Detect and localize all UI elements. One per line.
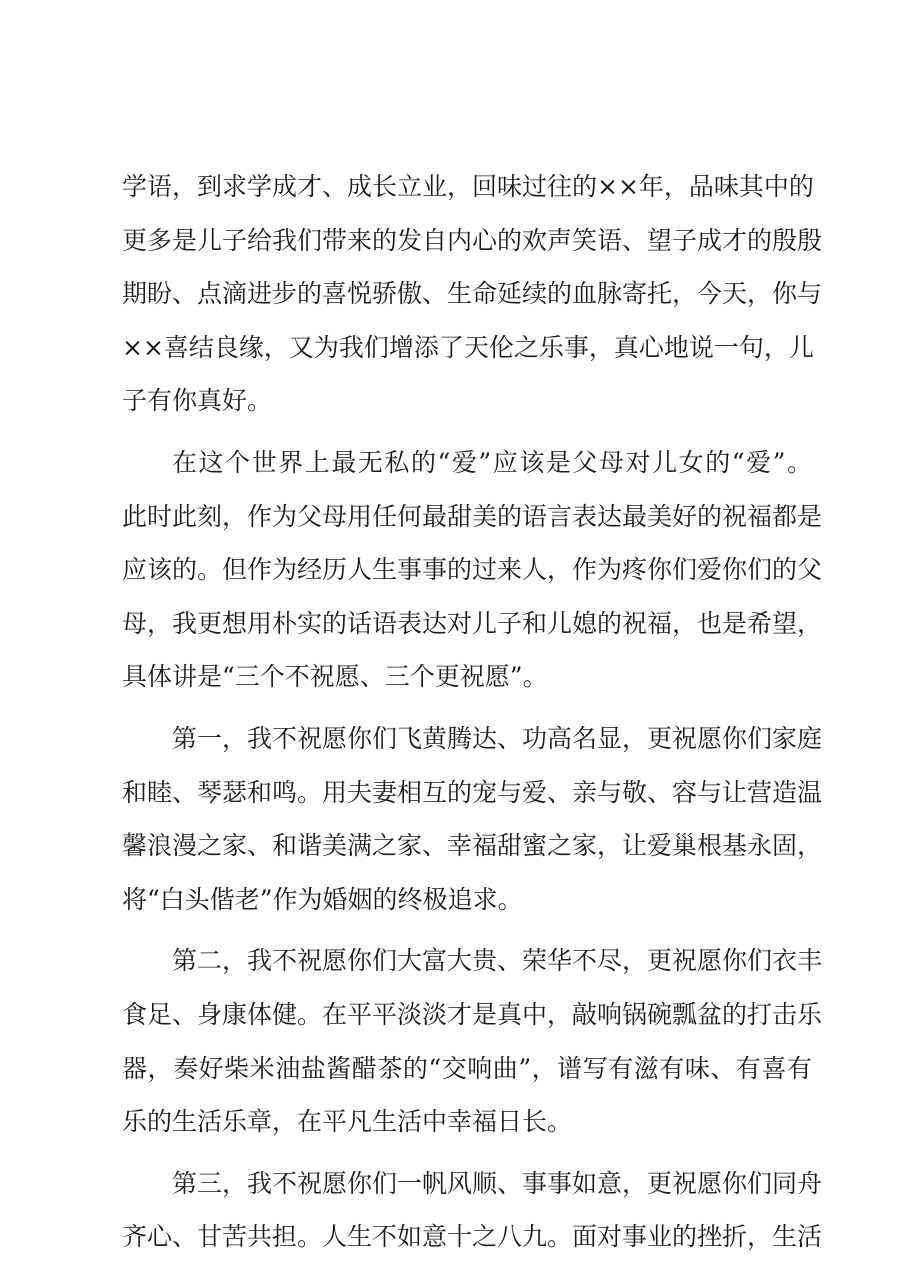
paragraph-3 [122, 712, 823, 926]
paragraph-4 [122, 934, 823, 1148]
paragraph-5 [122, 1157, 823, 1264]
text-line: 母，我更想用朴实的话语表达对儿子和儿媳的祝福，也是希望， [122, 608, 823, 638]
text-line: 第二，我不祝愿你们大富大贵、荣华不尽，更祝愿你们衣丰 [172, 946, 823, 976]
text-line: 和睦、琴瑟和鸣。用夫妻相互的宠与爱、亲与敬、容与让营造温 [122, 777, 823, 807]
document-body [122, 160, 823, 1264]
text-line: 应该的。但作为经历人生事事的过来人，作为疼你们爱你们的父 [122, 555, 823, 585]
text-line: 器，奏好柴米油盐酱醋茶的“交响曲”，谱写有滋有味、有喜有 [122, 1053, 812, 1083]
paragraph-1 [122, 160, 823, 428]
text-line: 食足、身康体健。在平平淡淡才是真中，敲响锅碗瓢盆的打击乐 [122, 999, 823, 1029]
text-line: 第三，我不祝愿你们一帆风顺、事事如意，更祝愿你们同舟 [172, 1168, 823, 1198]
text-line: 齐心、甘苦共担。人生不如意十之八九。面对事业的挫折，生活 [122, 1222, 823, 1252]
text-line: 期盼、点滴进步的喜悦骄傲、生命延续的血脉寄托，今天，你与 [122, 279, 823, 309]
text-line: 馨浪漫之家、和谐美满之家、幸福甜蜜之家，让爱巢根基永固， [122, 831, 823, 861]
text-line: 在这个世界上最无私的“爱”应该是父母对儿女的“爱”。 [172, 447, 812, 477]
text-line: 乐的生活乐章，在平凡生活中幸福日长。 [122, 1107, 573, 1137]
text-line: 子有你真好。 [122, 386, 273, 416]
text-line: ××喜结良缘，又为我们增添了天伦之乐事，真心地说一句，儿 [122, 332, 814, 362]
text-line: 将“白头偕老”作为婚姻的终极追求。 [122, 884, 523, 914]
text-line: 此时此刻，作为父母用任何最甜美的语言表达最美好的祝福都是 [122, 501, 823, 531]
text-line: 学语，到求学成才、成长立业，回味过往的××年，品味其中的 [122, 172, 814, 201]
text-line: 第一，我不祝愿你们飞黄腾达、功高名显，更祝愿你们家庭 [172, 723, 823, 753]
paragraph-2 [122, 436, 823, 704]
text-line: 更多是儿子给我们带来的发自内心的欢声笑语、望子成才的殷殷 [122, 225, 823, 255]
text-line: 具体讲是“三个不祝愿、三个更祝愿”。 [122, 662, 548, 692]
